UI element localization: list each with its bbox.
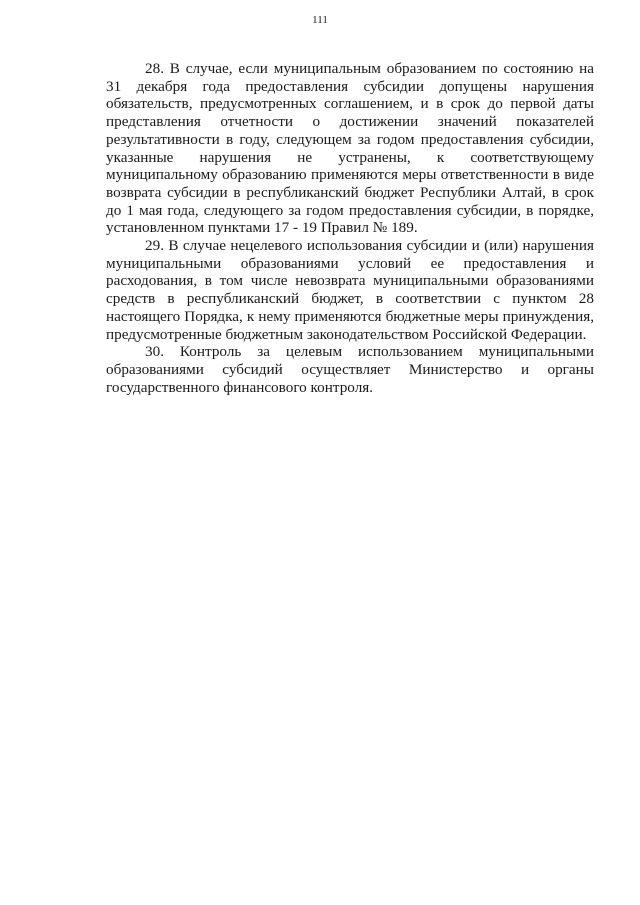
paragraph-28: 28. В случае, если муниципальным образованием по состоянию на 31 декабря года предоставления субсидии допущены нарушения обязательств, предусмотренных соглашением, и в срок до первой даты представления отчетности о достижении значений показателей результативности в году, следующем за годом предоставления субсидии, указанные нарушения не устранены, к соответствующему муниципальному образованию применяются меры ответственности в виде возврата субсидии в республиканский бюджет Республики Алтай, в срок до 1 мая года, следующего за годом предоставления субсидии, в порядке, установленном пунктами 17 - 19 Правил № 189.	[106, 60, 594, 237]
paragraph-30: 30. Контроль за целевым использованием муниципальными образованиями субсидий осуществляет Министерство и органы государственного финансового контроля.	[106, 343, 594, 396]
document-body	[106, 60, 594, 396]
paragraph-29: 29. В случае нецелевого использования субсидии и (или) нарушения муниципальными образованиями условий ее предоставления и расходования, в том числе невозврата муниципальными образованиями средств в республиканский бюджет, в соответствии с пунктом 28 настоящего Порядка, к нему применяются бюджетные меры принуждения, предусмотренные бюджетным законодательством Российской Федерации.	[106, 237, 594, 343]
page-number: 111	[312, 14, 328, 26]
